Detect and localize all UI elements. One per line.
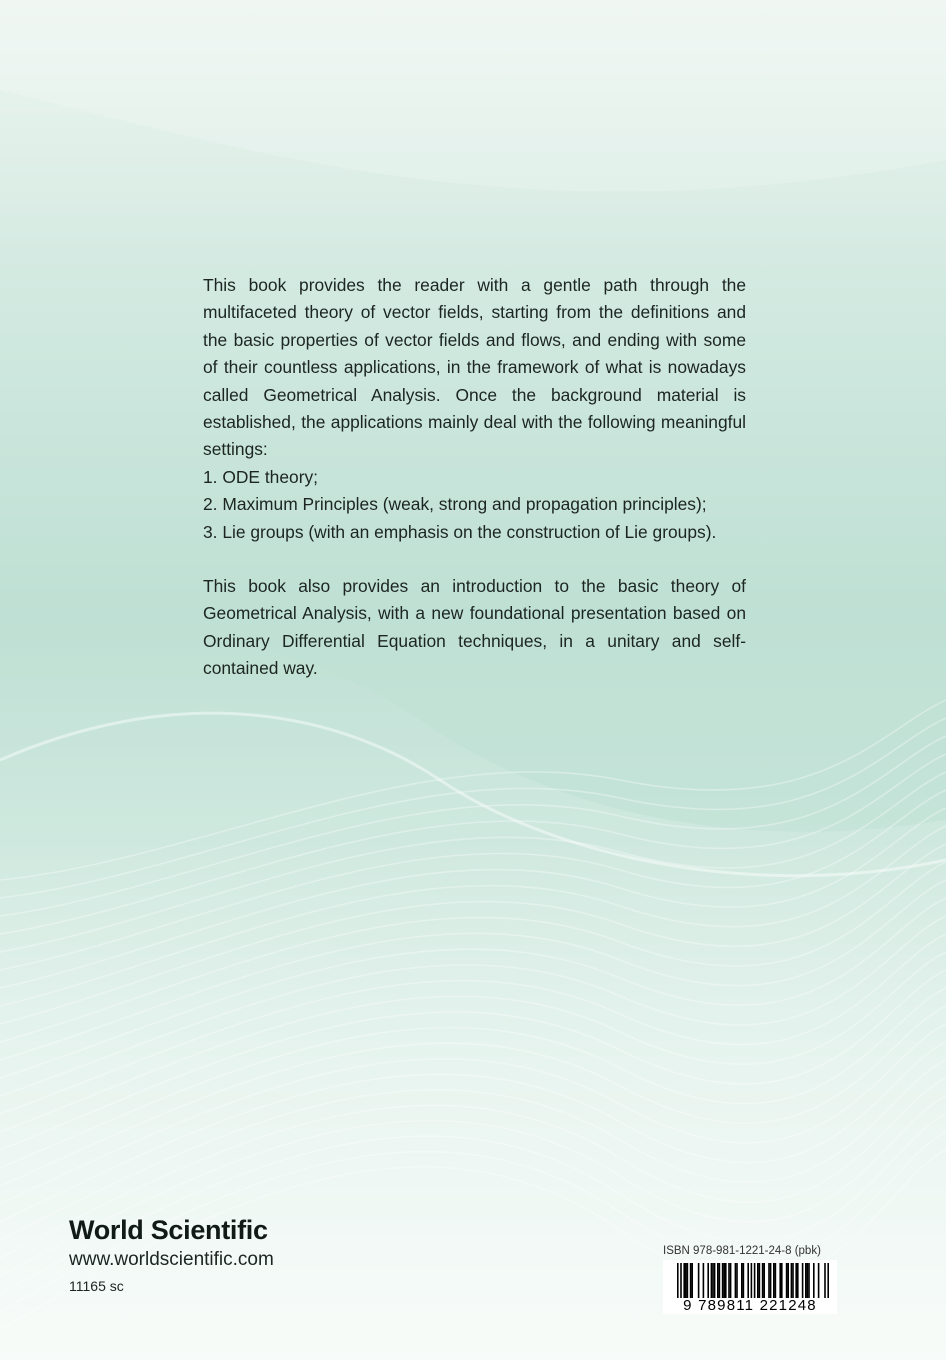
publisher-logo-text: World Scientific [69,1215,268,1245]
barcode-bar [691,1263,693,1299]
barcode-bar [770,1263,772,1299]
barcode-bar [786,1263,788,1299]
barcode-bar [685,1263,687,1299]
barcode-bar [723,1263,725,1299]
barcode-bar [787,1263,789,1299]
barcode-bar [690,1263,692,1299]
barcode-digits: 9 789811 221248 [663,1298,837,1314]
list-item: 3. Lie groups (with an emphasis on the construction of Lie groups). [203,521,717,542]
barcode-bar [687,1263,689,1299]
barcode-bar [717,1263,719,1299]
barcode-bar [747,1263,749,1299]
barcode-bar [818,1263,820,1299]
barcode-bar [808,1263,810,1299]
isbn-label: ISBN 978-981-1221-24-8 (pbk) [663,1245,821,1257]
barcode-bar [757,1263,759,1299]
barcode-bar [797,1263,799,1299]
barcode-bar [743,1263,745,1299]
barcode-bar [683,1263,685,1299]
barcode-bar [725,1263,727,1299]
barcode-bar [795,1263,797,1299]
description-paragraph-1: This book provides the reader with a gentle path through the multifaceted theory of vector fields, starting from the definitions and the basic properties of vector fields and flows, and ending with some of their countless applications, in the framework of what is nowadays called Geometrical Analysis. Once the background material is established, the applications mainly deal with the following meaningful settings: [203,275,746,460]
barcode-bar [707,1263,709,1299]
barcode-bar [722,1263,724,1299]
book-description [203,272,746,683]
barcode-bar [779,1263,781,1299]
barcode-bar [773,1263,775,1299]
barcode-bar [736,1263,738,1299]
publisher-website: www.worldscientific.com [69,1249,274,1270]
barcode-bar [712,1263,714,1299]
barcode-bar [703,1263,705,1299]
barcode-bar [802,1263,804,1299]
barcode-bar [759,1263,761,1299]
barcode [663,1260,837,1314]
barcode-bar [805,1263,807,1299]
catalog-code: 11165 sc [69,1278,124,1294]
barcode-bar [762,1263,764,1299]
barcode-bar [781,1263,783,1299]
barcode-bar [807,1263,809,1299]
barcode-bar [711,1263,713,1299]
publisher-block [69,1214,274,1296]
barcode-bar [735,1263,737,1299]
list-item: 2. Maximum Principles (weak, strong and propagation principles); [203,494,707,515]
barcode-bar [791,1263,793,1299]
isbn-block [663,1244,837,1314]
description-paragraph-2: This book also provides an introduction to the basic theory of Geometrical Analysis, with a new foundational presentation based on Ordinary Differential Equation techniques, in a unitary and self-contained way. [203,576,746,679]
barcode-bar [719,1263,721,1299]
barcode-bar [813,1263,815,1299]
barcode-bar [741,1263,743,1299]
barcode-bar [792,1263,794,1299]
barcode-bar [730,1263,732,1299]
barcode-bar [768,1263,770,1299]
barcode-bar [728,1263,730,1299]
barcode-bar [763,1263,765,1299]
settings-list [203,464,746,546]
barcode-bar [775,1263,777,1299]
barcode-bar [714,1263,716,1299]
list-item: 1. ODE theory; [203,466,319,487]
barcode-bar [698,1263,700,1299]
